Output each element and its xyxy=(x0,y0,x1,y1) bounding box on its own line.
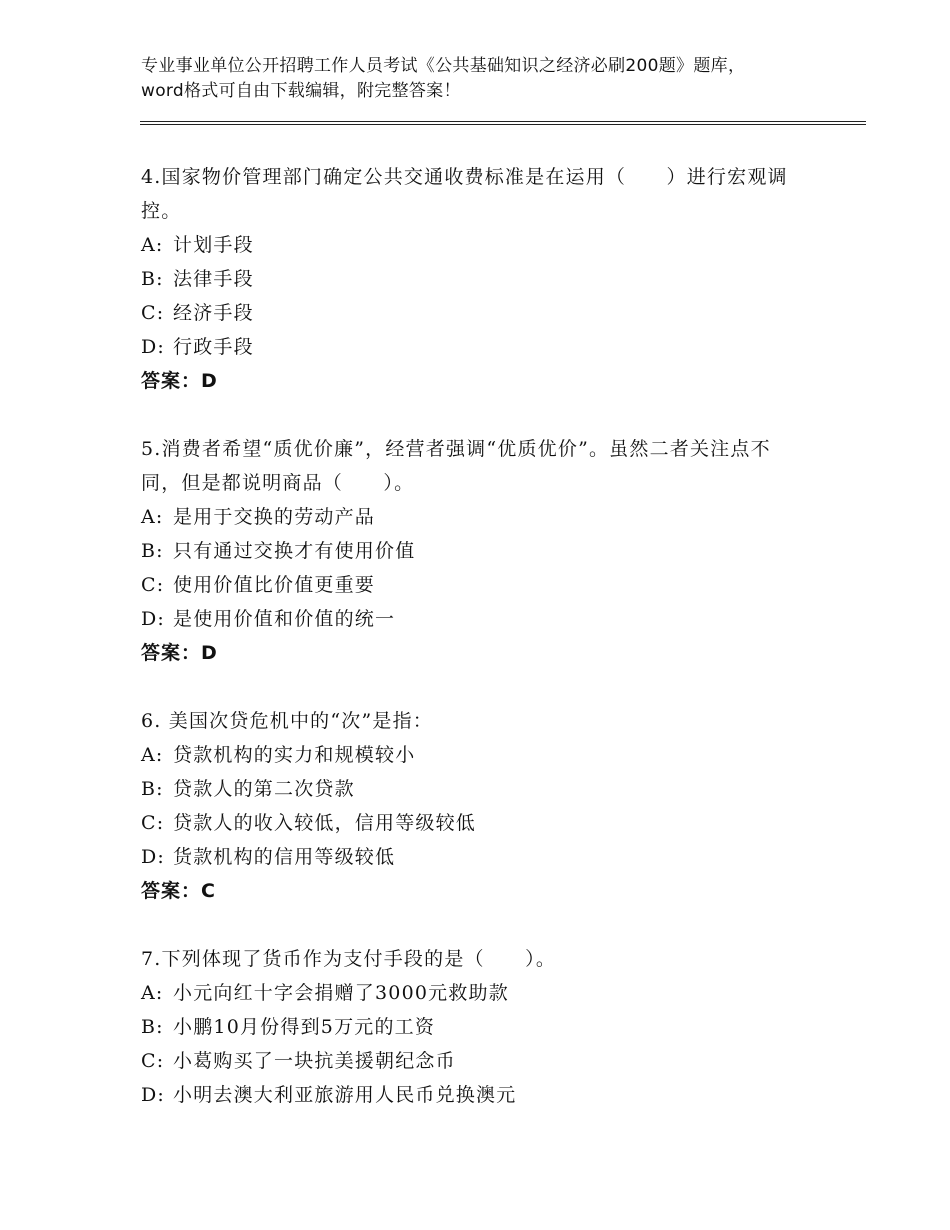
option-text: 计划手段 xyxy=(173,234,254,256)
option-a xyxy=(141,738,801,772)
option-text: 小元向红十字会捐赠了3000元救助款 xyxy=(173,982,509,1004)
option-c xyxy=(141,806,801,840)
answer-line: 答案：D xyxy=(141,370,218,392)
answer-line: 答案：D xyxy=(141,642,218,664)
option-text: 贷款机构的实力和规模较小 xyxy=(173,744,416,766)
question-stem: 7.下列体现了货币作为支付手段的是（ ）。 xyxy=(141,948,557,970)
option-text: 小葛购买了一块抗美援朝纪念币 xyxy=(173,1050,456,1072)
header-divider xyxy=(140,121,866,125)
question-stem: 6. 美国次贷危机中的“次”是指： xyxy=(141,710,433,732)
option-d xyxy=(141,602,801,636)
option-letter: C: xyxy=(141,302,165,324)
option-text: 小鹏10月份得到5万元的工资 xyxy=(173,1016,436,1038)
option-letter: C: xyxy=(141,812,165,834)
option-letter: A: xyxy=(141,234,164,256)
option-d xyxy=(141,840,801,874)
option-d xyxy=(141,1078,801,1112)
option-b xyxy=(141,772,801,806)
option-b xyxy=(141,534,801,568)
option-letter: D: xyxy=(141,1084,166,1106)
option-a xyxy=(141,500,801,534)
option-letter: B: xyxy=(141,778,164,800)
question-4 xyxy=(141,160,801,398)
option-letter: D: xyxy=(141,336,166,358)
option-text: 只有通过交换才有使用价值 xyxy=(173,540,416,562)
document-header xyxy=(141,54,781,104)
option-text: 行政手段 xyxy=(173,336,254,358)
question-stem: 4.国家物价管理部门确定公共交通收费标准是在运用（ ）进行宏观调控。 xyxy=(141,166,788,222)
document-title: 专业事业单位公开招聘工作人员考试《公共基础知识之经济必刷200题》题库，word格式可自由下载编辑，附完整答案！ xyxy=(141,56,746,101)
option-text: 是用于交换的劳动产品 xyxy=(173,506,376,528)
option-text: 贷款人的收入较低，信用等级较低 xyxy=(173,812,477,834)
option-letter: A: xyxy=(141,744,164,766)
option-c xyxy=(141,296,801,330)
option-letter: D: xyxy=(141,608,166,630)
option-text: 贷款人的第二次贷款 xyxy=(173,778,355,800)
question-6 xyxy=(141,704,801,908)
option-text: 是使用价值和价值的统一 xyxy=(173,608,396,630)
option-b xyxy=(141,262,801,296)
option-text: 法律手段 xyxy=(173,268,254,290)
option-letter: C: xyxy=(141,1050,165,1072)
option-text: 货款机构的信用等级较低 xyxy=(173,846,396,868)
option-letter: C: xyxy=(141,574,165,596)
option-a xyxy=(141,976,801,1010)
question-5 xyxy=(141,432,801,670)
question-7 xyxy=(141,942,801,1112)
answer-line: 答案：C xyxy=(141,880,216,902)
option-text: 使用价值比价值更重要 xyxy=(173,574,376,596)
question-list xyxy=(141,160,801,1146)
option-letter: A: xyxy=(141,982,164,1004)
option-c xyxy=(141,1044,801,1078)
option-text: 小明去澳大利亚旅游用人民币兑换澳元 xyxy=(173,1084,517,1106)
option-b xyxy=(141,1010,801,1044)
option-letter: A: xyxy=(141,506,164,528)
option-c xyxy=(141,568,801,602)
option-letter: B: xyxy=(141,1016,164,1038)
option-text: 经济手段 xyxy=(173,302,254,324)
option-letter: D: xyxy=(141,846,166,868)
option-d xyxy=(141,330,801,364)
question-stem: 5.消费者希望“质优价廉”，经营者强调“优质优价”。虽然二者关注点不同，但是都说明商品（ ）。 xyxy=(141,438,771,494)
option-a xyxy=(141,228,801,262)
option-letter: B: xyxy=(141,268,164,290)
option-letter: B: xyxy=(141,540,164,562)
